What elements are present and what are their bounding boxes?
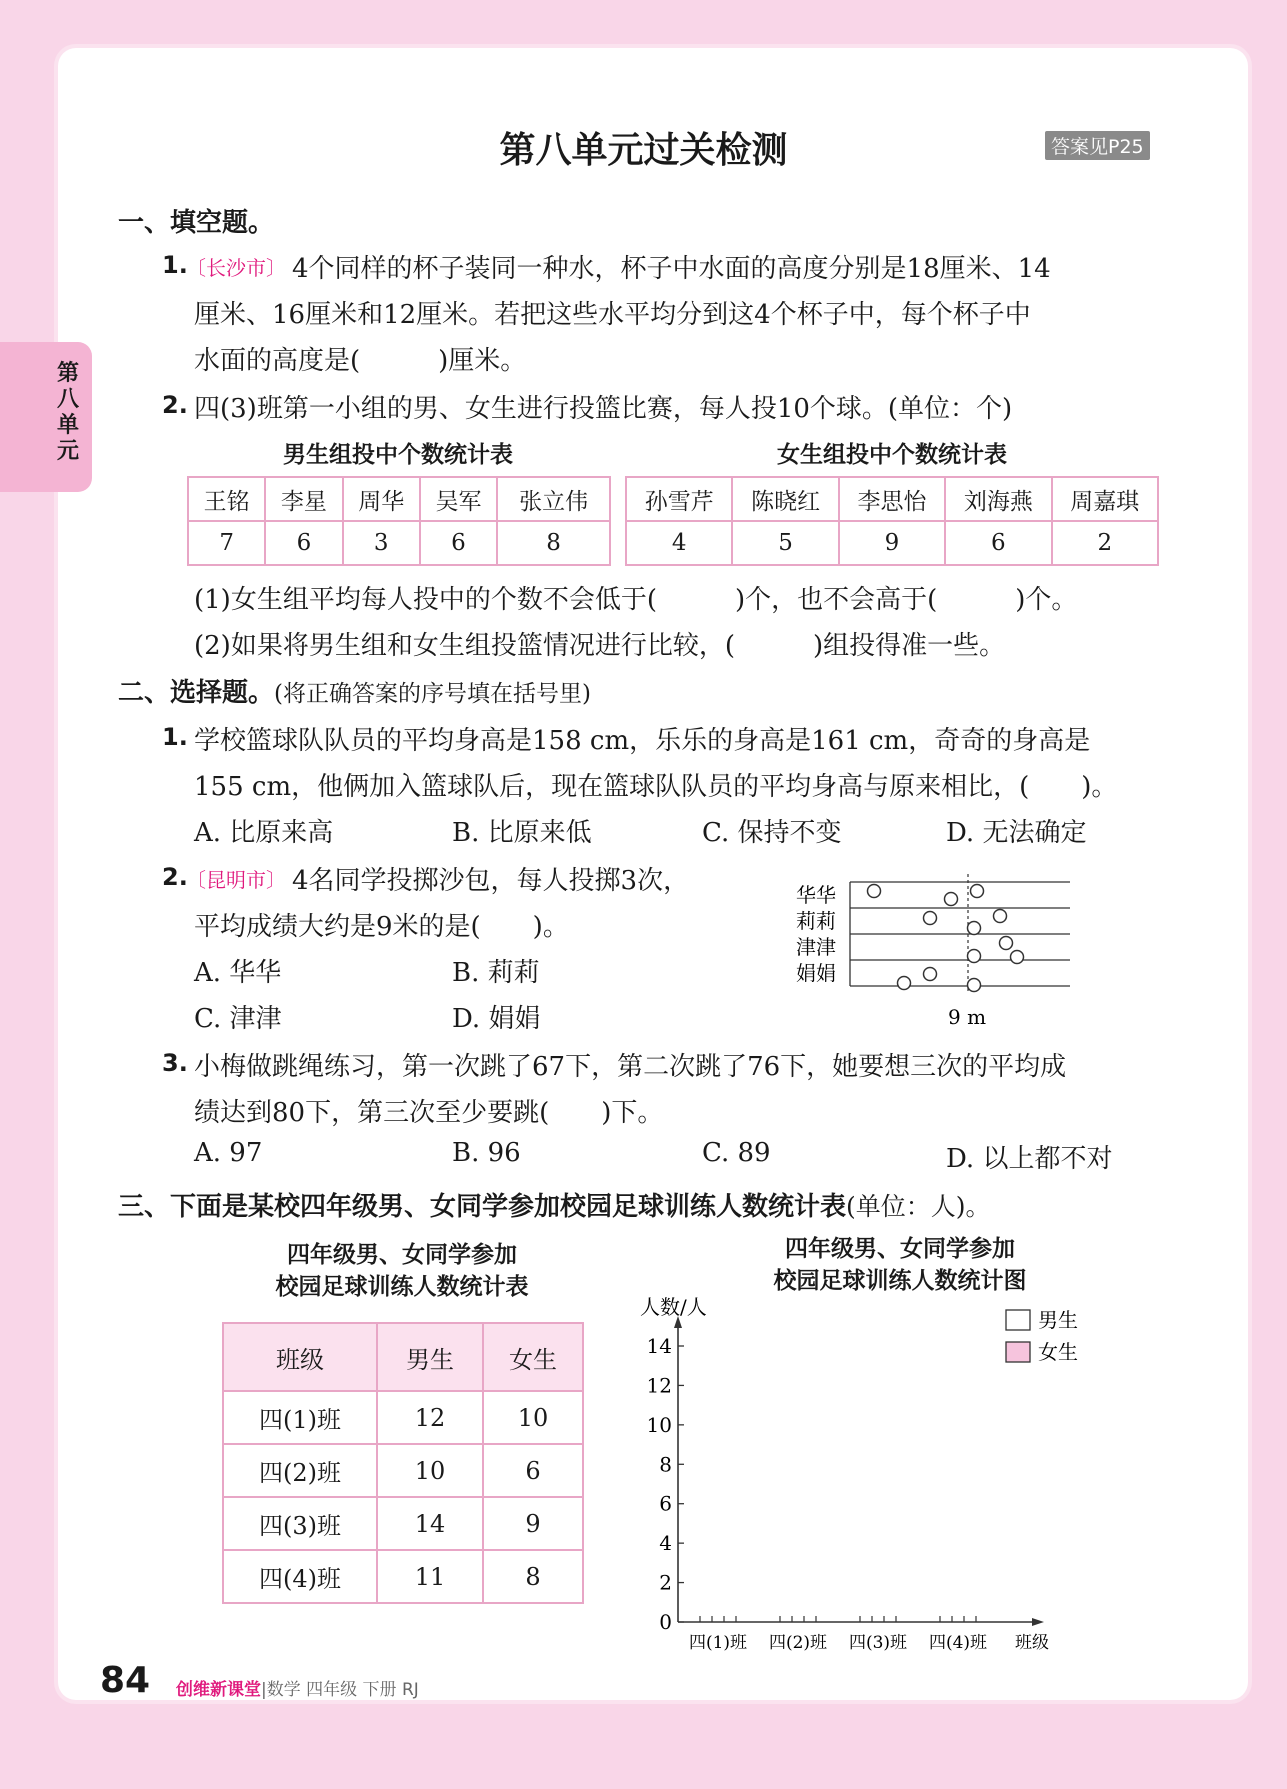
section1-heading: 一、填空题。 — [118, 208, 275, 238]
section2-heading-note: (将正确答案的序号填在括号里) — [274, 681, 591, 707]
legend-label-boys: 男生 — [1038, 1308, 1078, 1332]
table-cell: 吴军 — [420, 477, 497, 521]
footer-info — [176, 1675, 419, 1700]
s1-q2-text: 四(3)班第一小组的男、女生进行投篮比赛，每人投10个球。(单位：个) — [194, 394, 1013, 424]
table-row — [223, 1497, 583, 1550]
s2-q2-option-a: A. 华华 — [194, 958, 282, 988]
table-header-cell: 班级 — [223, 1323, 377, 1391]
table-header-row — [223, 1323, 583, 1391]
throw-mark — [924, 968, 937, 981]
s2-q1-line2: 155 cm，他俩加入篮球队后，现在篮球队队员的平均身高与原来相比，( )。 — [194, 772, 1118, 802]
s1-q2-number: 2. — [162, 391, 188, 419]
y-tick-label: 2 — [659, 1570, 672, 1595]
training-bar-chart — [630, 1296, 1100, 1656]
y-tick-label: 10 — [646, 1412, 672, 1437]
boys-score-table — [187, 476, 611, 566]
s2-q2-source-tag: 〔昆明市〕 — [186, 868, 286, 892]
table-cell: 李星 — [265, 477, 342, 521]
table-cell: 四(1)班 — [223, 1391, 377, 1444]
table-cell: 李思怡 — [839, 477, 945, 521]
x-category-label: 四(3)班 — [848, 1633, 908, 1653]
s2-q3-line2: 绩达到80下，第三次至少要跳( )下。 — [194, 1098, 664, 1128]
page-title: 第八单元过关检测 — [499, 129, 788, 171]
section2-heading: 二、选择题。 — [118, 678, 275, 708]
table-cell: 孙雪芹 — [626, 477, 732, 521]
table-header-cell: 女生 — [483, 1323, 583, 1391]
y-tick-label: 4 — [659, 1531, 672, 1556]
table-cell: 7 — [188, 521, 265, 565]
s1-q1-source-tag: 〔长沙市〕 — [186, 256, 286, 280]
throw-mark — [968, 979, 981, 992]
table-cell: 陈晓红 — [732, 477, 838, 521]
table-cell: 3 — [343, 521, 420, 565]
legend-swatch-boys — [1006, 1310, 1030, 1330]
chart-caption-line2: 校园足球训练人数统计图 — [773, 1267, 1027, 1294]
sandbag-throw-figure — [780, 870, 1080, 1030]
table-cell: 9 — [483, 1497, 583, 1550]
throw-mark — [968, 922, 981, 935]
s2-q2-option-c: C. 津津 — [194, 1004, 282, 1034]
throw-mark — [971, 885, 984, 898]
class-table-caption-line1: 四年级男、女同学参加 — [287, 1241, 517, 1268]
s2-q1-option-d: D. 无法确定 — [946, 818, 1087, 848]
s2-q1-option-a: A. 比原来高 — [194, 818, 334, 848]
chart-y-axis-label: 人数/人 — [640, 1296, 707, 1319]
table-cell: 10 — [483, 1391, 583, 1444]
figure-name-jinjin: 津津 — [796, 935, 836, 959]
table-row — [188, 521, 610, 565]
table-cell: 周华 — [343, 477, 420, 521]
throw-mark — [1000, 937, 1013, 950]
throw-mark — [968, 950, 981, 963]
girls-table-caption: 女生组投中个数统计表 — [777, 441, 1007, 468]
table-cell: 6 — [945, 521, 1051, 565]
throw-mark — [868, 885, 881, 898]
class-table-caption-line2: 校园足球训练人数统计表 — [275, 1273, 529, 1300]
table-cell: 刘海燕 — [945, 477, 1051, 521]
s1-q1-line1: 4个同样的杯子装同一种水，杯子中水面的高度分别是18厘米、14 — [292, 254, 1051, 284]
s2-q1-option-c: C. 保持不变 — [702, 818, 842, 848]
class-training-table — [222, 1322, 584, 1604]
table-cell: 11 — [377, 1550, 483, 1603]
throw-mark — [945, 893, 958, 906]
s2-q3-line1: 小梅做跳绳练习，第一次跳了67下，第二次跳了76下，她要想三次的平均成 — [194, 1052, 1067, 1082]
footer-brand: 创维新课堂 — [176, 1680, 261, 1700]
table-header-cell: 男生 — [377, 1323, 483, 1391]
table-row — [223, 1444, 583, 1497]
table-cell: 6 — [265, 521, 342, 565]
table-cell: 四(4)班 — [223, 1550, 377, 1603]
s2-q3-option-a: A. 97 — [194, 1138, 263, 1168]
section2-heading-line — [118, 672, 591, 709]
s2-q2-option-d: D. 娟娟 — [452, 1004, 541, 1034]
table-row — [188, 477, 610, 521]
table-row — [626, 477, 1158, 521]
y-tick-label: 0 — [659, 1610, 672, 1634]
s1-q1-line2: 厘米、16厘米和12厘米。若把这些水平均分到这4个杯子中，每个杯子中 — [194, 300, 1031, 330]
s1-q2-sub1: (1)女生组平均每人投中的个数不会低于( )个，也不会高于( )个。 — [194, 585, 1078, 615]
legend-label-girls: 女生 — [1038, 1340, 1078, 1364]
table-cell: 9 — [839, 521, 945, 565]
table-cell: 4 — [626, 521, 732, 565]
s2-q3-option-d: D. 以上都不对 — [946, 1144, 1113, 1174]
table-cell: 6 — [483, 1444, 583, 1497]
unit-side-tab — [0, 342, 92, 492]
footer-book-info: |数学 四年级 下册 RJ — [261, 1680, 419, 1700]
table-cell: 四(3)班 — [223, 1497, 377, 1550]
throw-mark — [1011, 951, 1024, 964]
y-tick-label: 6 — [659, 1491, 672, 1516]
figure-name-lili: 莉莉 — [796, 909, 836, 933]
s2-q2-option-b: B. 莉莉 — [452, 958, 540, 988]
s2-q1-option-b: B. 比原来低 — [452, 818, 592, 848]
table-cell: 14 — [377, 1497, 483, 1550]
s1-q1-number: 1. — [162, 251, 188, 279]
chart-caption-line1: 四年级男、女同学参加 — [785, 1235, 1015, 1262]
table-row — [626, 521, 1158, 565]
s2-q3-option-b: B. 96 — [452, 1138, 521, 1168]
chart-x-axis-label: 班级 — [1015, 1633, 1049, 1653]
section3-heading-line — [118, 1186, 991, 1223]
table-cell: 8 — [483, 1550, 583, 1603]
girls-score-table — [625, 476, 1159, 566]
table-row — [223, 1550, 583, 1603]
throw-mark — [994, 910, 1007, 923]
figure-name-huahua: 华华 — [796, 883, 836, 907]
page-number: 84 — [100, 1660, 151, 1701]
table-row — [223, 1391, 583, 1444]
side-tab-label: 第八单元 — [56, 360, 79, 464]
section3-heading: 三、下面是某校四年级男、女同学参加校园足球训练人数统计表 — [118, 1192, 847, 1222]
s2-q2-line2: 平均成绩大约是9米的是( )。 — [194, 912, 569, 942]
throw-mark — [898, 977, 911, 990]
y-tick-label: 14 — [646, 1334, 672, 1358]
s2-q1-line1: 学校篮球队队员的平均身高是158 cm，乐乐的身高是161 cm，奇奇的身高是 — [194, 726, 1091, 756]
s1-q1-line3: 水面的高度是( )厘米。 — [194, 346, 527, 376]
table-cell: 10 — [377, 1444, 483, 1497]
s2-q3-number: 3. — [162, 1049, 188, 1077]
table-cell: 张立伟 — [497, 477, 610, 521]
x-axis-arrow — [1032, 1618, 1044, 1626]
s1-q2-sub2: (2)如果将男生组和女生组投篮情况进行比较，( )组投得准一些。 — [194, 631, 1006, 661]
s2-q1-number: 1. — [162, 723, 188, 751]
legend-swatch-girls — [1006, 1342, 1030, 1362]
s2-q2-line1: 4名同学投掷沙包，每人投掷3次， — [292, 866, 690, 896]
table-cell: 6 — [420, 521, 497, 565]
table-cell: 12 — [377, 1391, 483, 1444]
throw-mark — [924, 912, 937, 925]
s2-q2-number: 2. — [162, 863, 188, 891]
answer-reference-badge: 答案见P25 — [1045, 131, 1150, 160]
boys-table-caption: 男生组投中个数统计表 — [283, 441, 513, 468]
x-category-label: 四(2)班 — [768, 1633, 828, 1653]
table-cell: 8 — [497, 521, 610, 565]
section3-heading-note: (单位：人)。 — [846, 1192, 991, 1221]
s2-q3-option-c: C. 89 — [702, 1138, 771, 1168]
figure-axis-label: 9 m — [948, 1005, 987, 1029]
table-cell: 四(2)班 — [223, 1444, 377, 1497]
table-cell: 5 — [732, 521, 838, 565]
y-tick-label: 8 — [659, 1452, 672, 1477]
x-category-label: 四(4)班 — [928, 1633, 988, 1653]
figure-name-juanjuan: 娟娟 — [796, 961, 836, 985]
table-cell: 王铭 — [188, 477, 265, 521]
y-tick-label: 12 — [646, 1373, 672, 1398]
table-cell: 2 — [1052, 521, 1158, 565]
x-category-label: 四(1)班 — [688, 1633, 748, 1653]
table-cell: 周嘉琪 — [1052, 477, 1158, 521]
